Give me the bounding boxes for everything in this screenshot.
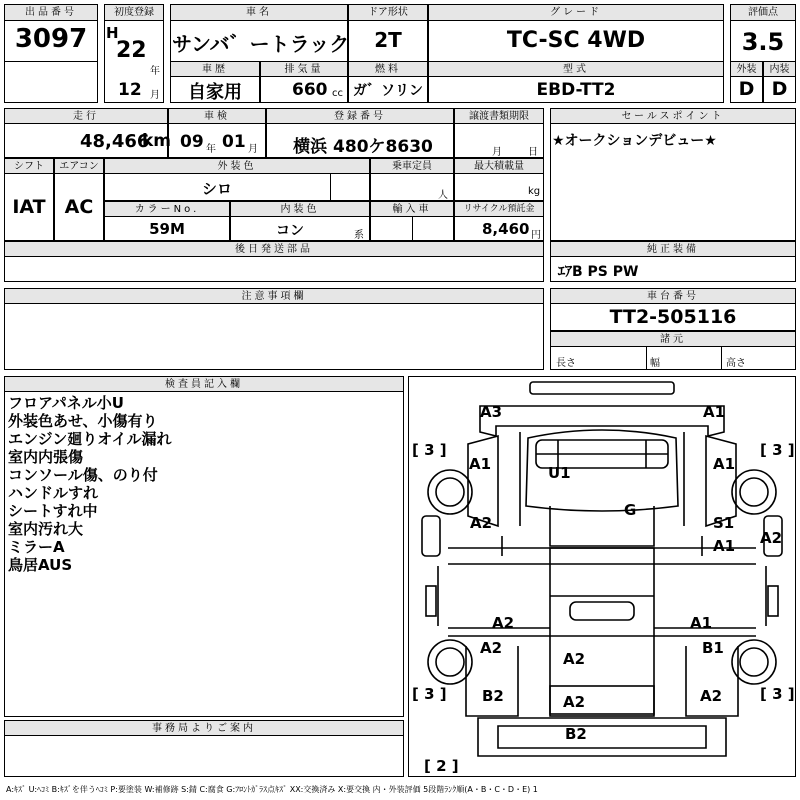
note-line: シートすれ中 — [8, 502, 98, 520]
capacity-unit: 人 — [438, 190, 448, 201]
dims-label: 諸元 — [550, 331, 796, 347]
damage-mark: [ 3 ] — [760, 685, 795, 703]
int-label: 内装 — [763, 61, 796, 77]
grade: TC-SC 4WD — [506, 28, 646, 53]
interior-color: コン — [276, 223, 304, 239]
dims-box — [550, 346, 796, 370]
interior-unit: 系 — [354, 230, 364, 241]
inspection-label: 車検 — [168, 108, 266, 124]
chassis-label: 車台番号 — [550, 288, 796, 304]
damage-mark: B2 — [482, 687, 504, 705]
door-label: ドア形状 — [348, 4, 428, 21]
damage-mark: A1 — [703, 403, 726, 421]
damage-mark: B2 — [565, 725, 587, 743]
inspection-year-unit: 年 — [206, 144, 216, 155]
damage-mark: A2 — [760, 529, 783, 547]
damage-mark: [ 3 ] — [412, 441, 447, 459]
ac-label: エアコン — [54, 158, 104, 174]
sales-point: ★オークションデビュー★ — [552, 133, 717, 149]
damage-mark: A2 — [492, 614, 515, 632]
mileage-label: 走行 — [4, 108, 168, 124]
note-line: 室内汚れ大 — [8, 520, 84, 538]
int-score: D — [771, 78, 788, 100]
damage-mark: A2 — [563, 650, 586, 668]
score-label: 評価点 — [730, 4, 796, 21]
note-line: 外装色あせ、小傷有り — [8, 412, 158, 430]
import-label: 輸入車 — [370, 201, 454, 217]
sales-point-label: セールスポイント — [550, 108, 796, 124]
car-name-label: 車名 — [170, 4, 348, 21]
damage-mark: B1 — [702, 639, 724, 657]
load-unit: kg — [528, 186, 541, 197]
dims-divider-1 — [646, 346, 647, 370]
note-line: 鳥居AUS — [8, 556, 73, 574]
note-line: フロアパネル小U — [8, 394, 124, 412]
lot-label: 出品番号 — [4, 4, 98, 21]
door-type: 2T — [374, 28, 402, 52]
damage-mark: [ 3 ] — [412, 685, 447, 703]
model: EBD-TT2 — [536, 80, 616, 100]
load-label: 最大積載量 — [454, 158, 544, 174]
equipment: ｴｱB PS PW — [558, 264, 639, 280]
damage-mark: A2 — [700, 687, 723, 705]
office-label: 事務局よりご案内 — [4, 720, 404, 736]
later-parts-box — [4, 256, 544, 282]
damage-mark: A3 — [480, 403, 503, 421]
damage-mark: G — [624, 501, 637, 519]
transfer-day: 日 — [528, 147, 538, 158]
damage-mark: A2 — [480, 639, 503, 657]
color-divider — [330, 173, 331, 201]
damage-mark: A2 — [563, 693, 586, 711]
caution-box — [4, 303, 544, 370]
color-label: 外装色 — [104, 158, 370, 174]
inspection-year: 09 — [180, 132, 204, 152]
office-box — [4, 735, 404, 777]
note-line: ハンドルすれ — [8, 484, 99, 502]
plate-label: 登録番号 — [266, 108, 454, 124]
transfer-month: 月 — [492, 147, 502, 158]
displacement-unit: cc — [332, 88, 343, 99]
displacement-label: 排気量 — [260, 61, 348, 77]
later-parts-label: 後日発送部品 — [4, 241, 544, 257]
grade-label: グレード — [428, 4, 724, 21]
lot-number: 3097 — [14, 24, 88, 54]
interior-label: 内装色 — [230, 201, 370, 217]
equipment-label: 純正装備 — [550, 241, 796, 257]
damage-mark: A2 — [470, 514, 493, 532]
damage-mark: A1 — [713, 455, 736, 473]
history-label: 車歴 — [170, 61, 260, 77]
height-label: 高さ — [726, 358, 746, 369]
car-name: サンバ゛ートラック — [172, 32, 350, 56]
car-diagram — [408, 376, 796, 777]
damage-mark: A1 — [690, 614, 713, 632]
note-line: 室内内張傷 — [8, 448, 84, 466]
recycle-unit: 円 — [531, 230, 541, 241]
damage-mark: S1 — [713, 514, 735, 532]
year-unit: 年 — [150, 66, 160, 77]
dims-divider-2 — [721, 346, 722, 370]
mileage-unit: km — [142, 131, 172, 151]
damage-mark: A1 — [469, 455, 492, 473]
damage-mark: A1 — [713, 537, 736, 555]
color-no: 59M — [149, 220, 185, 238]
inspection-month: 01 — [222, 132, 246, 152]
fuel: ガ゛ソリン — [353, 83, 423, 99]
lot-blank-box — [4, 61, 98, 103]
ext-score: D — [738, 78, 755, 100]
ac: AC — [64, 196, 94, 218]
import-divider — [412, 216, 413, 241]
overall-score: 3.5 — [741, 28, 785, 56]
fuel-label: 燃料 — [348, 61, 428, 77]
shift: IAT — [12, 196, 46, 218]
first-reg-label: 初度登録 — [104, 4, 164, 21]
caution-label: 注意事項欄 — [4, 288, 544, 304]
note-line: エンジン廻りオイル漏れ — [8, 430, 172, 448]
history: 自家用 — [188, 82, 242, 103]
chassis-number: TT2-505116 — [609, 306, 737, 328]
color-no-label: カラーNo. — [104, 201, 230, 217]
body-color: シロ — [201, 180, 232, 198]
first-reg-year: 22 — [116, 38, 147, 63]
damage-mark: U1 — [548, 464, 571, 482]
displacement: 660 — [292, 80, 328, 100]
transfer-label: 譲渡書類期限 — [454, 108, 544, 124]
ext-label: 外装 — [730, 61, 763, 77]
inspection-month-unit: 月 — [248, 144, 258, 155]
damage-mark: [ 3 ] — [760, 441, 795, 459]
mileage: 48,466 — [80, 131, 150, 152]
note-line: コンソール傷、のり付 — [8, 466, 158, 484]
month-unit: 月 — [150, 90, 160, 101]
inspector-label: 検査員記入欄 — [4, 376, 404, 392]
damage-mark: [ 2 ] — [424, 757, 459, 775]
width-label: 幅 — [650, 358, 660, 369]
note-line: ミラーA — [8, 538, 65, 556]
plate-number: 横浜 480ケ8630 — [293, 137, 433, 157]
length-label: 長さ — [556, 358, 576, 369]
recycle-label: リサイクル預託金 — [454, 201, 544, 217]
recycle-amount: 8,460 — [482, 220, 530, 238]
capacity-label: 乗車定員 — [370, 158, 454, 174]
first-reg-month: 12 — [118, 80, 142, 100]
era: H — [106, 24, 119, 42]
model-label: 型式 — [428, 61, 724, 77]
legend: A:ｷｽﾞ U:ﾍｺﾐ B:ｷｽﾞを伴うﾍｺﾐ P:要塗装 W:補修跡 S:錆 C:腐食 G:ﾌﾛﾝﾄｶﾞﾗｽ点ｷｽﾞ XX:交換済み X:要交換 内・外装評価 5段階ﾗﾝｸ順(A・B・C・D・E) 1 — [6, 785, 538, 794]
shift-label: シフト — [4, 158, 54, 174]
